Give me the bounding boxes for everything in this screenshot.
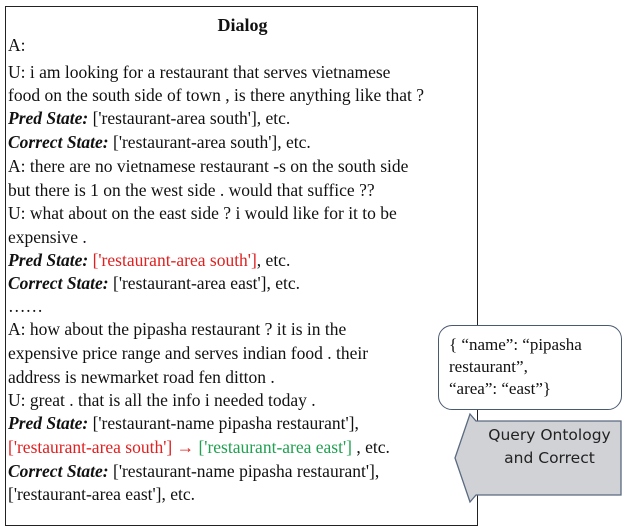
line-text: U: great . that is all the info i needed today . [8,390,316,410]
dialog-title: Dialog [217,15,268,35]
wrong-state: ['restaurant-area south'] → [8,437,199,457]
line-text: A: [8,35,26,55]
line-text: but there is 1 on the west side . would that suffice ?? [8,180,375,200]
state-label: Pred State: [8,413,89,433]
line-text: ['restaurant-area south'], etc. [88,108,291,128]
ontology-line: { “name”: “pipasha [449,335,582,354]
state-label: Pred State: [8,250,89,270]
ontology-line: “area”: “east”} [449,379,552,398]
line-text: A: how about the pipasha restaurant ? it is in the [8,319,347,339]
arrow-label-line1: Query Ontology [488,426,611,444]
line-text: ['restaurant-name pipasha restaurant'], [88,413,359,433]
line-text: food on the south side of town , is there anything like that ? [8,85,425,105]
line-text: ['restaurant-area south'], etc. [108,132,311,152]
line-text: , etc. [256,250,291,270]
corrected-state: ['restaurant-area east'] [198,437,352,457]
ontology-line: restaurant”, [449,357,528,376]
line-text: U: i am looking for a restaurant that serves vietnamese [8,62,391,82]
line-text: ['restaurant-area east'], etc. [108,273,301,293]
state-label: Correct State: [8,273,109,293]
ontology-callout [438,325,622,410]
line-text: ['restaurant-area east'], etc. [8,484,196,504]
line-text: , etc. [351,437,390,457]
line-text: U: what about on the east side ? i would like for it to be [8,203,397,223]
line-text: expensive price range and serves indian food . their [8,343,369,363]
line-text: address is newmarket road fen ditton . [8,367,275,387]
arrow-label-line2: and Correct [504,449,595,467]
line-text: …… [8,296,43,316]
wrong-state: ['restaurant-area south'] [88,250,257,270]
arrow-label [478,424,621,470]
state-label: Correct State: [8,461,109,481]
line-text: expensive . [8,227,87,247]
line-text: A: there are no vietnamese restaurant -s on the south side [8,156,409,176]
state-label: Correct State: [8,132,109,152]
state-label: Pred State: [8,108,89,128]
line-text: ['restaurant-name pipasha restaurant'], [108,461,380,481]
